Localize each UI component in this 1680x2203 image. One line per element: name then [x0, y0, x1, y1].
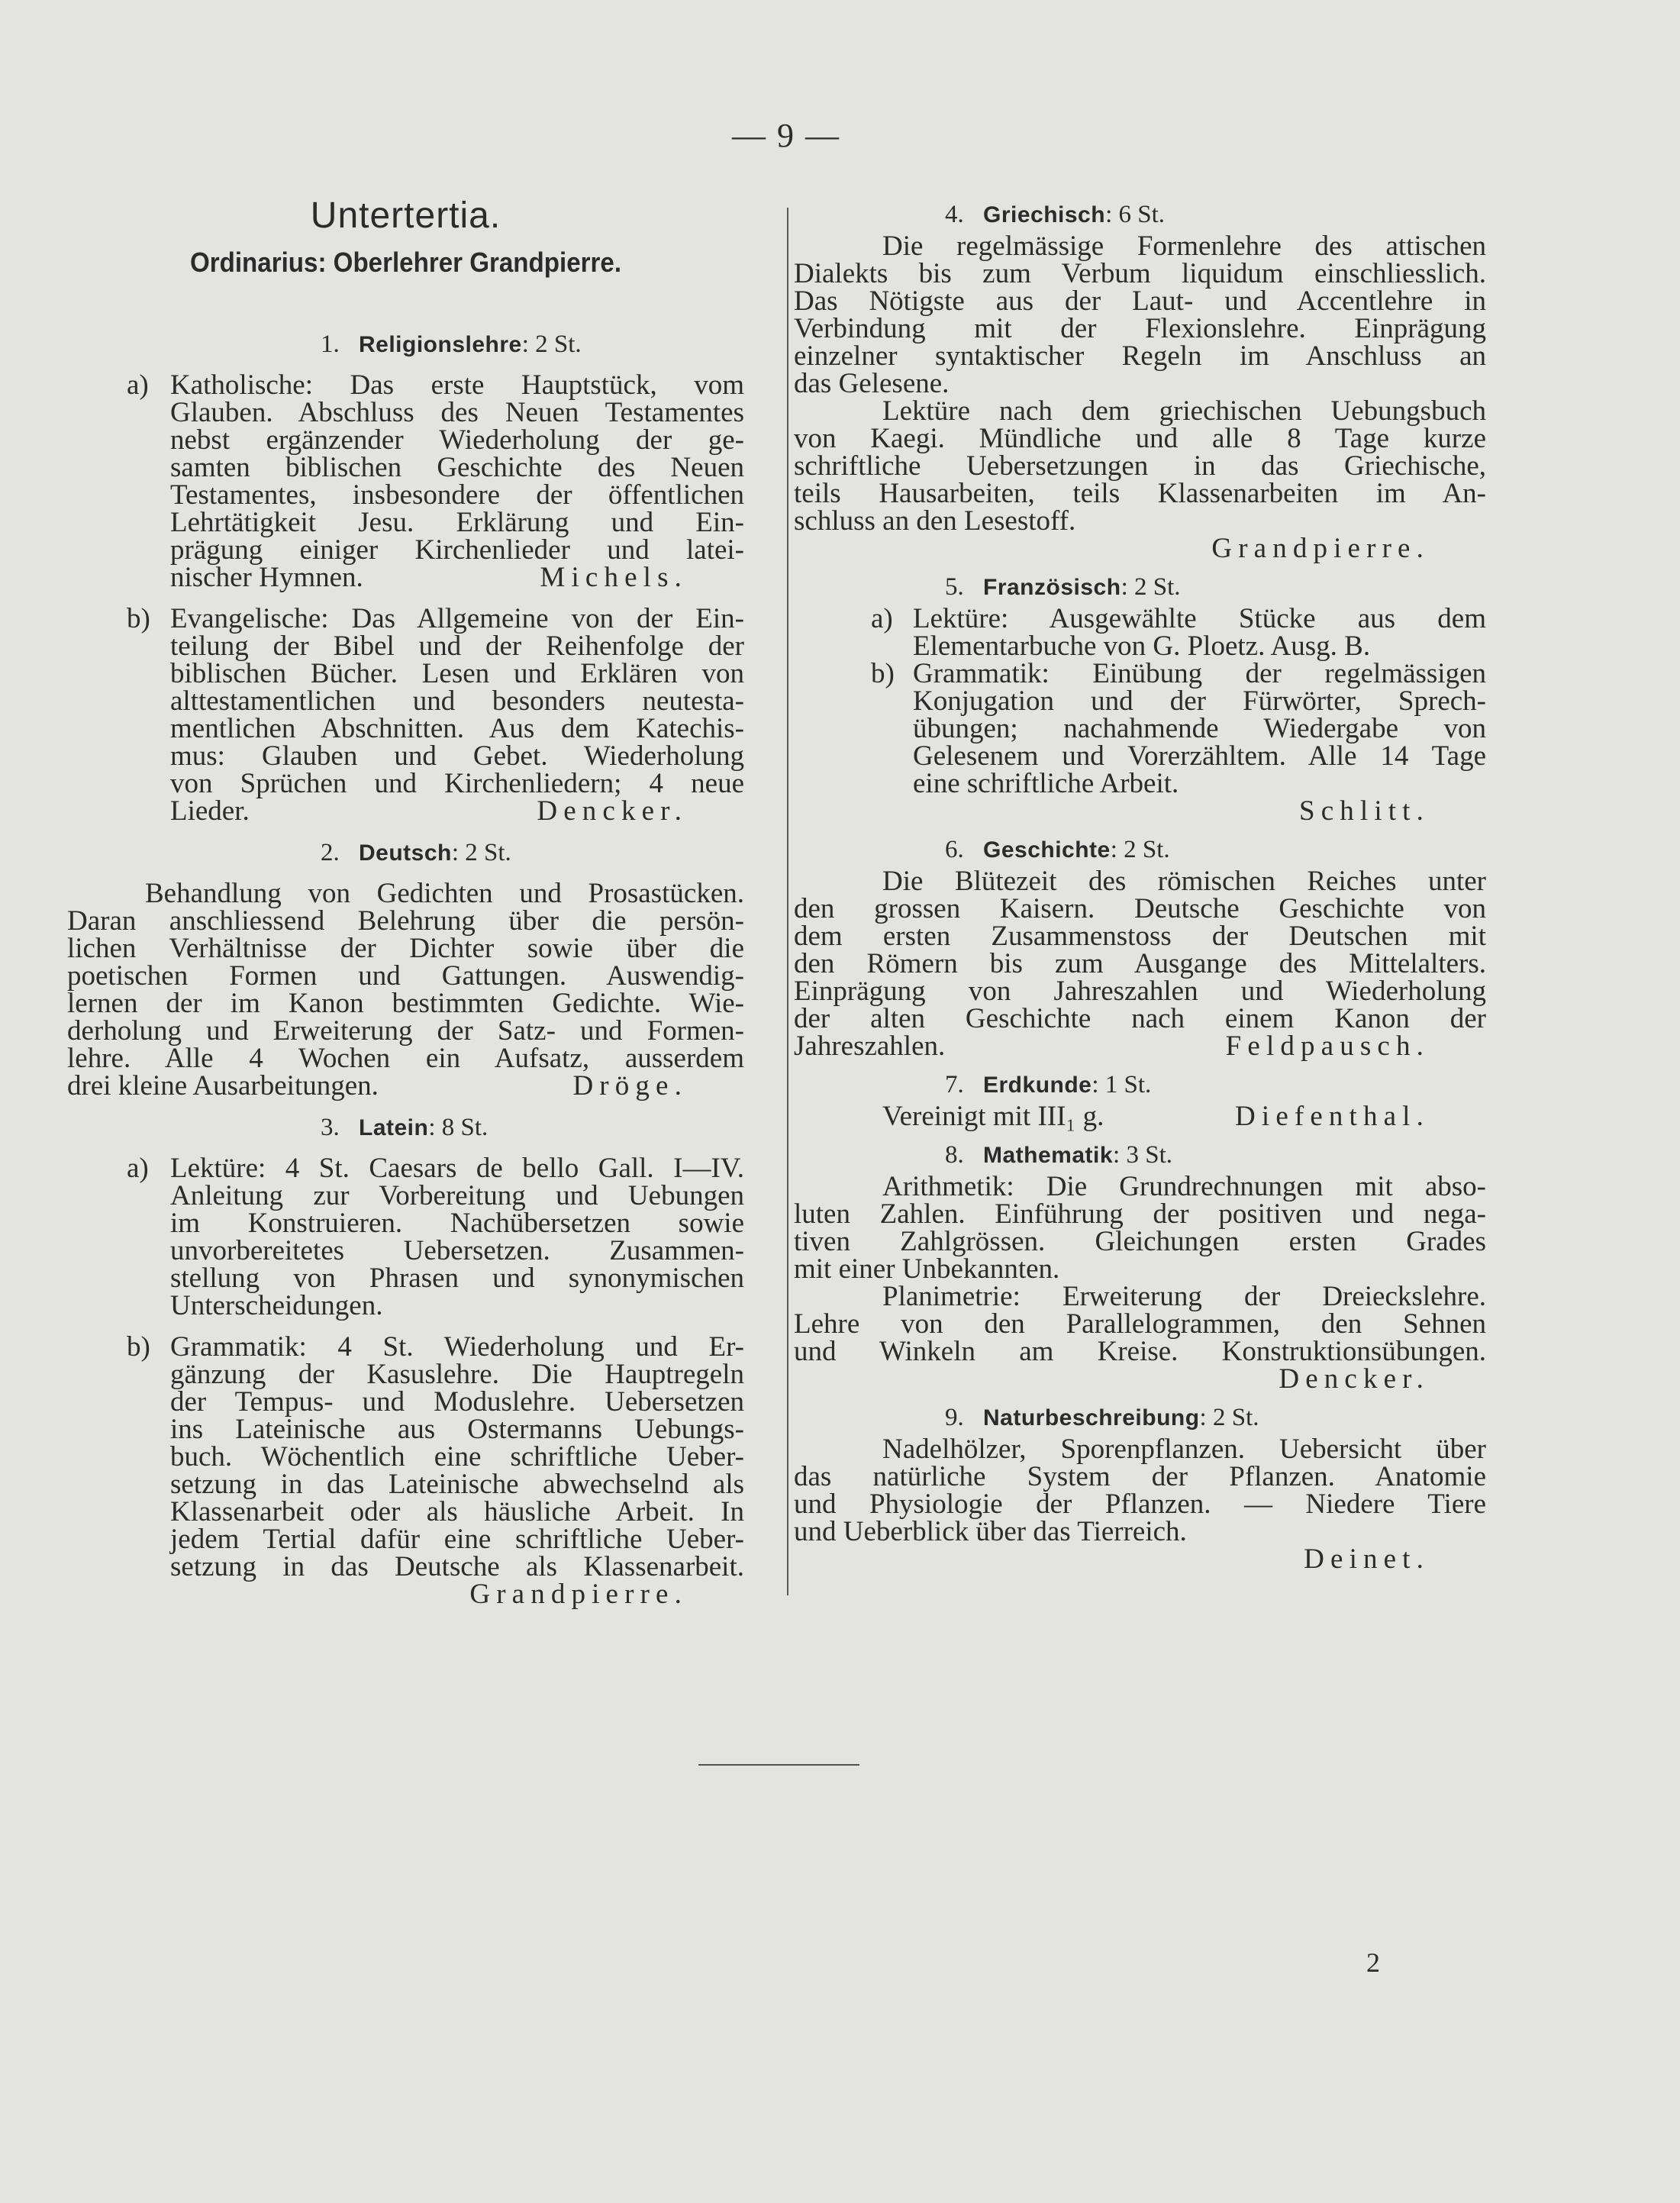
text-line: lichen Verhältnisse der Dichter sowie über die	[67, 933, 744, 964]
text-line	[794, 1103, 1486, 1131]
text-line	[67, 1072, 744, 1100]
section-heading	[945, 1071, 1486, 1098]
text-line: lernen der im Kanon bestimmten Gedichte. Wie-	[67, 988, 744, 1019]
text-line: von Kaegi. Mündliche und alle 8 Tage kurze	[794, 423, 1486, 454]
section-subject: Mathematik	[983, 1143, 1114, 1168]
text-line: Klassenarbeit oder als häusliche Arbeit. In	[170, 1496, 744, 1527]
text-line: Planimetrie: Erweiterung der Dreieckslehre.	[882, 1281, 1486, 1312]
text-line: Elementarbuche von G. Ploetz. Ausg. B.	[913, 631, 1371, 662]
paragraph	[794, 233, 1486, 398]
text-line: der Tempus- und Moduslehre. Uebersetzen	[170, 1386, 744, 1418]
paragraph	[67, 880, 744, 1100]
text-line: mus: Glauben und Gebet. Wiederholung	[170, 740, 744, 772]
section-hours: : 2 St.	[1121, 573, 1181, 601]
text-line: Anleitung zur Vorbereitung und Uebungen	[170, 1180, 744, 1211]
text-line: Grammatik: 4 St. Wiederholung und Er-	[170, 1331, 744, 1363]
text-line: im Konstruieren. Nachübersetzen sowie	[170, 1208, 744, 1239]
text-line: Daran anschliessend Belehrung über die persön-	[67, 905, 744, 937]
section-heading	[321, 1114, 744, 1141]
text-line: eine schriftliche Arbeit.	[913, 768, 1179, 799]
text-line: Arithmetik: Die Grundrechnungen mit abso-	[882, 1171, 1486, 1202]
teacher-name: Feldpausch.	[1225, 1031, 1430, 1062]
text-line: poetischen Formen und Gattungen. Auswendig-	[67, 960, 744, 992]
text-line: von Sprüchen und Kirchenliedern; 4 neue	[170, 768, 744, 799]
teacher-name: Schlitt.	[1299, 795, 1430, 827]
text-line: Nadelhölzer, Sporenpflanzen. Uebersicht über	[882, 1434, 1486, 1465]
teacher-name: Michels.	[540, 562, 688, 593]
text-line: nebst ergänzender Wiederholung der ge-	[170, 424, 744, 456]
line-text: Jahreszahlen.	[794, 1031, 946, 1062]
right-column	[794, 201, 1486, 1573]
text-line: jedem Tertial dafür eine schriftliche Ueber-	[170, 1524, 744, 1555]
teacher-signature	[794, 535, 1486, 563]
section-subject: Geschichte	[983, 837, 1111, 863]
section-heading	[945, 1141, 1486, 1169]
paragraph	[794, 395, 1486, 537]
section-number: 4.	[945, 201, 964, 228]
text-line	[170, 795, 744, 827]
list-item	[67, 605, 744, 825]
section-hours: : 8 St.	[428, 1114, 489, 1141]
text-line: übungen; nachahmende Wiedergabe von	[913, 713, 1486, 744]
text-line: samten biblischen Geschichte des Neuen	[170, 452, 744, 483]
section-hours: : 2 St.	[451, 839, 511, 866]
section-heading	[945, 201, 1486, 228]
text-line: setzung in das Deutsche als Klassenarbeit.	[170, 1551, 744, 1582]
section-number: 5.	[945, 573, 964, 601]
section-subject: Erdkunde	[983, 1072, 1092, 1098]
page-number: — 9 —	[732, 117, 840, 154]
text-line: alttestamentlichen und besonders neutesta-	[170, 685, 744, 717]
line-text: Vereinigt mit III₁ g.	[882, 1101, 1104, 1132]
text-line: Lektüre: Ausgewählte Stücke aus dem	[913, 603, 1486, 634]
text-line: unvorbereitetes Uebersetzen. Zusammen-	[170, 1235, 744, 1266]
text-line: das Gelesene.	[794, 368, 950, 399]
text-line: stellung von Phrasen und synonymischen	[170, 1263, 744, 1294]
text-line: Behandlung von Gedichten und Prosastücken.	[145, 878, 744, 909]
text-line: mit einer Unbekannten.	[794, 1253, 1060, 1285]
teacher-name: Grandpierre.	[1211, 533, 1430, 564]
page-subtitle: Ordinarius: Oberlehrer Grandpierre.	[189, 247, 622, 278]
text-line: teilung der Bibel und der Reihenfolge der	[170, 631, 744, 662]
teacher-signature	[67, 1581, 744, 1608]
text-line: mentlichen Abschnitten. Aus dem Katechis-	[170, 713, 744, 744]
text-line: Unterscheidungen.	[170, 1290, 383, 1321]
text-line: prägung einiger Kirchenlieder und latei-	[170, 534, 744, 566]
text-line: lehre. Alle 4 Wochen ein Aufsatz, ausserdem	[67, 1043, 744, 1074]
item-label: a)	[871, 603, 893, 634]
line-text: nischer Hymnen.	[170, 562, 363, 593]
text-line: das natürliche System der Pflanzen. Anatomie	[794, 1461, 1486, 1492]
section-heading	[321, 839, 744, 866]
section-subject: Religionslehre	[359, 332, 522, 357]
paragraph	[794, 1283, 1486, 1366]
text-line: schluss an den Lesestoff.	[794, 505, 1076, 537]
item-label: a)	[127, 1153, 149, 1184]
section-hours: : 3 St.	[1113, 1141, 1172, 1169]
section-subject: Griechisch	[983, 202, 1106, 227]
teacher-name: Grandpierre.	[469, 1579, 688, 1610]
text-line: der alten Geschichte nach einem Kanon der	[794, 1003, 1486, 1034]
text-line	[170, 564, 744, 592]
text-line	[794, 1033, 1486, 1060]
text-line: Lehre von den Parallelogrammen, den Sehnen	[794, 1308, 1486, 1340]
paragraph	[794, 868, 1486, 1060]
text-line: einzelner syntaktischer Regeln im Anschluss an	[794, 340, 1486, 372]
section-number: 1.	[321, 331, 340, 358]
text-line: biblischen Bücher. Lesen und Erklären von	[170, 658, 744, 689]
text-line: schriftliche Uebersetzungen in das Griechische,	[794, 450, 1486, 482]
section-subject: Naturbeschreibung	[983, 1405, 1200, 1430]
teacher-signature	[794, 795, 1486, 827]
text-line: Testamentes, insbesondere der öffentlichen	[170, 479, 744, 511]
section-number: 3.	[321, 1114, 340, 1141]
item-label: a)	[127, 369, 149, 401]
text-line: Evangelische: Das Allgemeine von der Ein-	[170, 603, 744, 634]
sheet-signature-mark: 2	[1366, 1947, 1380, 1978]
text-line: ins Lateinische aus Ostermanns Uebungs-	[170, 1414, 744, 1445]
teacher-name: Diefenthal.	[1235, 1101, 1430, 1132]
text-line: Die Blütezeit des römischen Reiches unter	[882, 866, 1486, 897]
text-line: den Römern bis zum Ausgange des Mittelalters.	[794, 948, 1486, 979]
text-line: Lektüre nach dem griechischen Uebungsbuch	[882, 395, 1486, 427]
teacher-signature	[794, 1363, 1486, 1395]
text-line: setzung in das Lateinische abwechselnd als	[170, 1469, 744, 1500]
list-item	[67, 1155, 744, 1320]
line-text: Lieder.	[170, 795, 250, 827]
page-title: Untertertia.	[310, 195, 501, 236]
list-item	[794, 660, 1486, 798]
teacher-name: Dencker.	[537, 795, 688, 827]
item-label: b)	[871, 658, 895, 689]
list-item	[794, 605, 1486, 660]
text-line: tiven Zahlgrössen. Gleichungen ersten Grades	[794, 1226, 1486, 1257]
text-line: Dialekts bis zum Verbum liquidum einschliesslich.	[794, 258, 1486, 289]
text-line: luten Zahlen. Einführung der positiven und nega-	[794, 1198, 1486, 1230]
section-heading	[321, 331, 744, 358]
item-label: b)	[127, 603, 150, 634]
section-heading	[945, 1404, 1486, 1431]
text-line: den grossen Kaisern. Deutsche Geschichte von	[794, 893, 1486, 924]
list-item	[67, 369, 744, 593]
text-line: und Ueberblick über das Tierreich.	[794, 1516, 1187, 1547]
text-line: Verbindung mit der Flexionslehre. Einprägung	[794, 313, 1486, 344]
text-line: Gelesenem und Vorerzähltem. Alle 14 Tage	[913, 740, 1486, 772]
text-line: teils Hausarbeiten, teils Klassenarbeiten im An-	[794, 478, 1486, 509]
footer-rule	[698, 1764, 859, 1766]
left-column	[67, 331, 744, 1608]
text-line: und Physiologie der Pflanzen. — Niedere Tiere	[794, 1489, 1486, 1520]
text-line: gänzung der Kasuslehre. Die Hauptregeln	[170, 1359, 744, 1390]
section-heading	[945, 573, 1486, 601]
section-subject: Französisch	[983, 575, 1121, 600]
list-item	[67, 1331, 744, 1582]
section-hours: : 2 St.	[1110, 836, 1170, 863]
item-label: b)	[127, 1331, 150, 1363]
section-heading	[945, 836, 1486, 863]
section-hours: : 1 St.	[1092, 1071, 1152, 1098]
teacher-signature	[794, 1543, 1486, 1575]
section-number: 8.	[945, 1141, 964, 1169]
text-line: Lektüre: 4 St. Caesars de bello Gall. I—IV.	[170, 1153, 744, 1184]
text-line: Lehrtätigkeit Jesu. Erklärung und Ein-	[170, 507, 744, 538]
text-line: Glauben. Abschluss des Neuen Testamentes	[170, 397, 744, 428]
text-line: derholung und Erweiterung der Satz- und Formen-	[67, 1015, 744, 1047]
section-hours: : 2 St.	[1199, 1404, 1259, 1431]
text-line: Die regelmässige Formenlehre des attischen	[882, 231, 1486, 262]
text-line: Konjugation und der Fürwörter, Sprech-	[913, 685, 1486, 717]
text-line: Das Nötigste aus der Laut- und Accentlehre in	[794, 285, 1486, 317]
teacher-name: Dröge.	[572, 1070, 688, 1102]
text-line: Einprägung von Jahreszahlen und Wiederholung	[794, 976, 1486, 1007]
paragraph	[794, 1103, 1486, 1131]
text-line: Katholische: Das erste Hauptstück, vom	[170, 369, 744, 401]
line-text: drei kleine Ausarbeitungen.	[67, 1070, 379, 1102]
teacher-name: Deinet.	[1304, 1543, 1430, 1575]
section-number: 7.	[945, 1071, 964, 1098]
text-line: buch. Wöchentlich eine schriftliche Ueber-	[170, 1441, 744, 1472]
text-line: Grammatik: Einübung der regelmässigen	[913, 658, 1486, 689]
paragraph	[794, 1436, 1486, 1546]
section-hours: : 6 St.	[1105, 201, 1166, 228]
paragraph	[794, 1173, 1486, 1283]
section-subject: Latein	[359, 1115, 429, 1140]
section-number: 2.	[321, 839, 340, 866]
text-line: dem ersten Zusammenstoss der Deutschen mit	[794, 921, 1486, 952]
section-number: 6.	[945, 836, 964, 863]
teacher-name: Dencker.	[1279, 1363, 1430, 1395]
section-subject: Deutsch	[359, 840, 452, 866]
section-hours: : 2 St.	[521, 331, 582, 358]
column-divider	[787, 208, 788, 1595]
text-line: und Winkeln am Kreise. Konstruktionsübungen.	[794, 1336, 1486, 1367]
section-number: 9.	[945, 1404, 964, 1431]
